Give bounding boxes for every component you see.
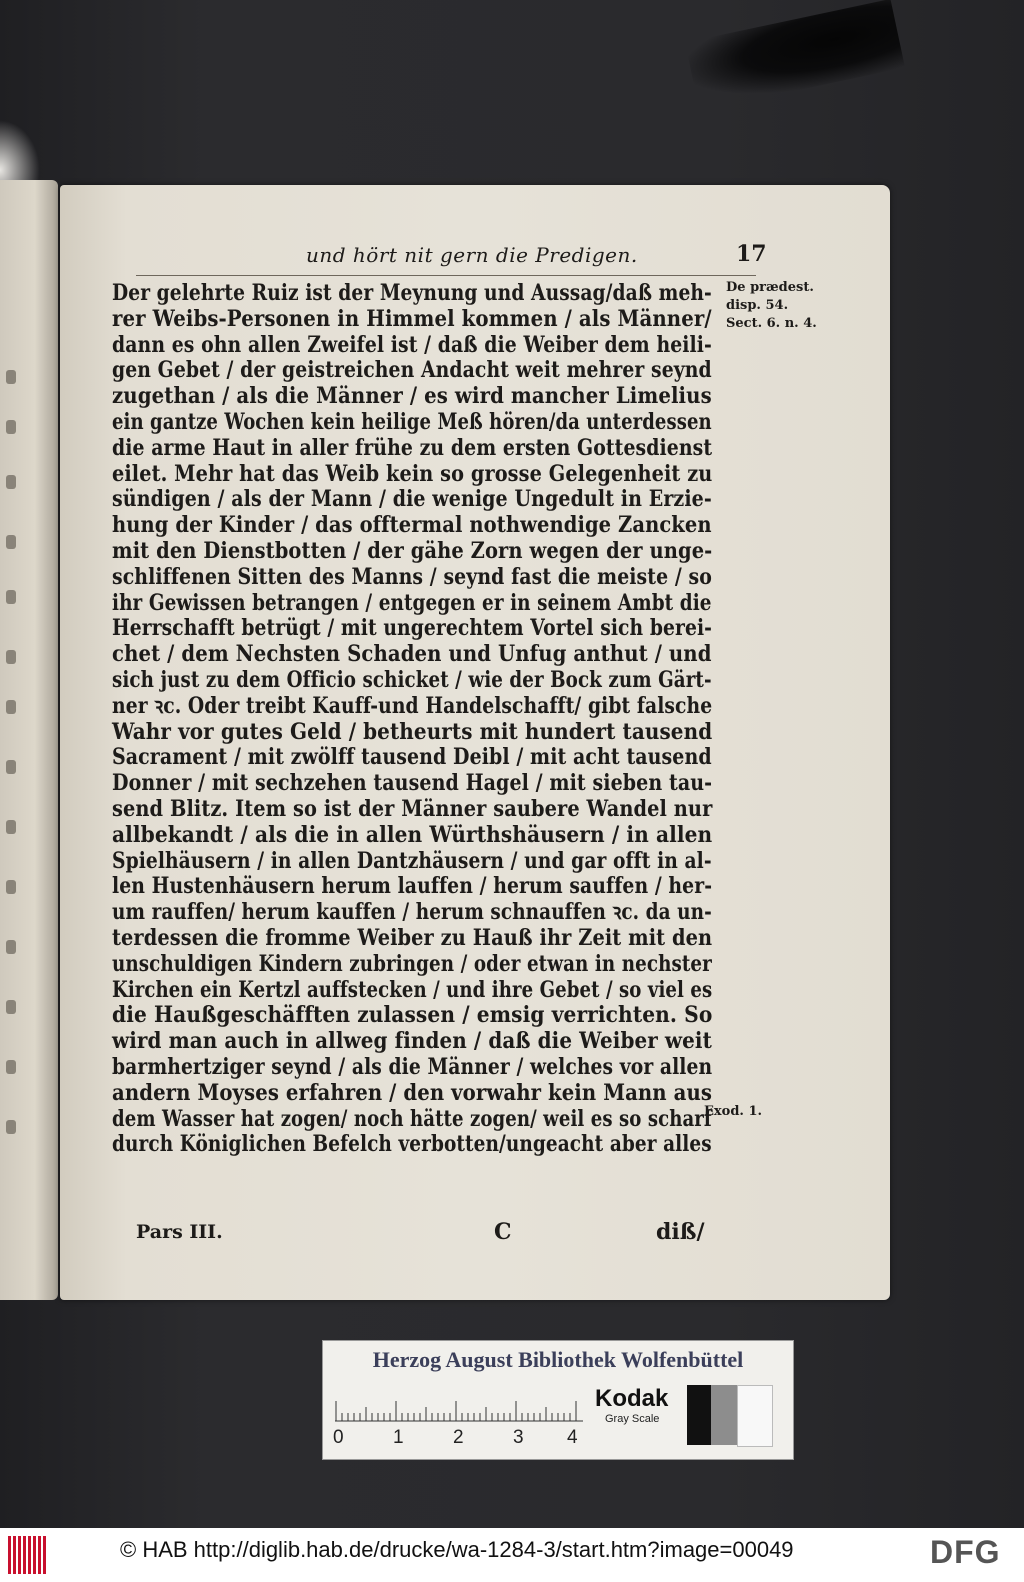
text-line: schliffenen Sitten des Manns / seynd fast die meiste / so xyxy=(112,563,712,590)
text-line: barmhertziger seynd / als die Männer / welches vor allen xyxy=(112,1053,713,1080)
adjacent-left-page xyxy=(0,180,58,1300)
ruler xyxy=(335,1393,583,1423)
footer-signature: C xyxy=(494,1219,512,1245)
text-line: send Blitz. Item so ist der Männer saubere Wandel nur xyxy=(112,795,713,822)
text-line: Der gelehrte Ruiz ist der Meynung und Aussag/daß meh- xyxy=(112,280,712,306)
text-line: terdessen die fromme Weiber zu Hauß ihr Zeit mit den xyxy=(112,924,713,951)
text-line: Donner / mit sechzehen tausend Hagel / mit sieben tau- xyxy=(112,770,713,797)
footer-catchword: diß/ xyxy=(656,1219,705,1245)
text-line: die Haußgeschäfften zulassen / emsig verrichten. So xyxy=(112,1002,713,1029)
ruler-label: 4 xyxy=(567,1427,578,1448)
text-line: Kirchen ein Kertzl auffstecken / und ihre Gebet / so viel es xyxy=(112,976,713,1003)
text-line: andern Moyses erfahren / den vorwahr kein Mann aus xyxy=(112,1079,713,1106)
text-line: eilet. Mehr hat das Weib kein so grosse Gelegenheit zu xyxy=(112,460,713,487)
text-line: allbekandt / als die in allen Würthshäusern / in allen xyxy=(112,821,713,848)
page-number: 17 xyxy=(736,241,767,267)
text-line: um rauffen/ herum kauffen / herum schnauffen ꝛc. da un- xyxy=(112,899,712,926)
margin-note-line: Sect. 6. n. 4. xyxy=(726,316,817,331)
grayscale-label: Gray Scale xyxy=(605,1413,660,1425)
text-line: chet / dem Nechsten Schaden und Unfug anthut / und xyxy=(112,641,712,668)
text-line: rer Weibs-Personen in Himmel kommen / als Männer/ xyxy=(112,305,712,332)
text-line: ner ꝛc. Oder treibt Kauff-und Handelschafft/ gibt falsche xyxy=(112,692,713,719)
margin-note-line: disp. 54. xyxy=(726,298,789,313)
credit-bar xyxy=(0,1528,1024,1582)
book-page xyxy=(60,185,890,1300)
text-line: Spielhäusern / in allen Dantzhäusern / und gar offt in al- xyxy=(112,847,712,874)
text-line: ein gantze Wochen kein heilige Meß hören/da unterdessen xyxy=(112,408,712,435)
backdrop-smudge xyxy=(685,0,905,111)
library-title: Herzog August Bibliothek Wolfenbüttel xyxy=(372,1347,744,1372)
swatch-black xyxy=(687,1385,711,1445)
ruler-label: 3 xyxy=(513,1427,524,1448)
text-line: sündigen / als der Mann / die wenige Ungedult in Erzie- xyxy=(112,486,712,513)
swatch-white xyxy=(737,1385,773,1447)
text-line: unschuldigen Kindern zubringen / oder etwan in nechster xyxy=(112,950,712,977)
text-line: ihr Gewissen betrangen / entgegen er in seinem Ambt die xyxy=(112,589,712,616)
text-line: len Hustenhäusern herum lauffen / herum sauffen / her- xyxy=(112,873,713,900)
text-line: mit den Dienstbotten / der gähe Zorn wegen der unge- xyxy=(112,537,713,564)
text-line: Sacrament / mit zwölff tausend Deibl / mit acht tausend xyxy=(112,744,712,771)
page-content xyxy=(96,221,856,1291)
margin-note-de-praedest xyxy=(726,279,817,333)
ruler-label: 0 xyxy=(333,1427,344,1448)
kodak-logo: Kodak xyxy=(595,1385,669,1412)
margin-note-exod: Exod. 1. xyxy=(704,1104,763,1119)
header-rule xyxy=(136,275,756,276)
text-line: sich just zu dem Officio schicket / wie der Bock zum Gärt- xyxy=(112,666,712,693)
running-head: und hört nit gern die Predigen. xyxy=(306,243,638,267)
margin-note-line: De prædest. xyxy=(726,280,814,295)
ruler-label: 2 xyxy=(453,1427,464,1448)
text-line: wird man auch in allweg finden / daß die Weiber weit xyxy=(112,1028,712,1055)
text-line: dann es ohn allen Zweifel ist / daß die Weiber dem heili- xyxy=(112,331,712,358)
text-line: zugethan / als die Männer / es wird mancher Limelius xyxy=(112,383,712,410)
swatch-gray xyxy=(711,1385,737,1445)
credit-link[interactable]: © HAB http://diglib.hab.de/drucke/wa-1284-3/start.htm?image=00049 xyxy=(120,1537,794,1562)
text-line: dem Wasser hat zogen/ noch hätte zogen/ weil es so scharf xyxy=(112,1105,712,1132)
text-line: Wahr vor gutes Geld / betheurts mit hundert tausend xyxy=(112,718,713,745)
text-line: die arme Haut in aller frühe zu dem ersten Gottesdienst xyxy=(112,434,713,461)
text-line: Herrschafft betrügt / mit ungerechtem Vortel sich berei- xyxy=(112,615,713,642)
calibration-target xyxy=(322,1340,794,1460)
text-line: durch Königlichen Befelch verbotten/ungeacht aber alles xyxy=(112,1131,712,1158)
footer-pars: Pars III. xyxy=(136,1221,223,1243)
text-line: gen Gebet / der geistreichen Andacht weit mehrer seynd xyxy=(112,357,712,384)
body-text xyxy=(112,281,732,1158)
dfg-logo: DFG xyxy=(930,1534,1001,1570)
hab-logo-icon xyxy=(8,1536,48,1574)
text-line: hung der Kinder / das offtermal nothwendige Zancken xyxy=(112,512,712,539)
ruler-label: 1 xyxy=(393,1427,404,1448)
